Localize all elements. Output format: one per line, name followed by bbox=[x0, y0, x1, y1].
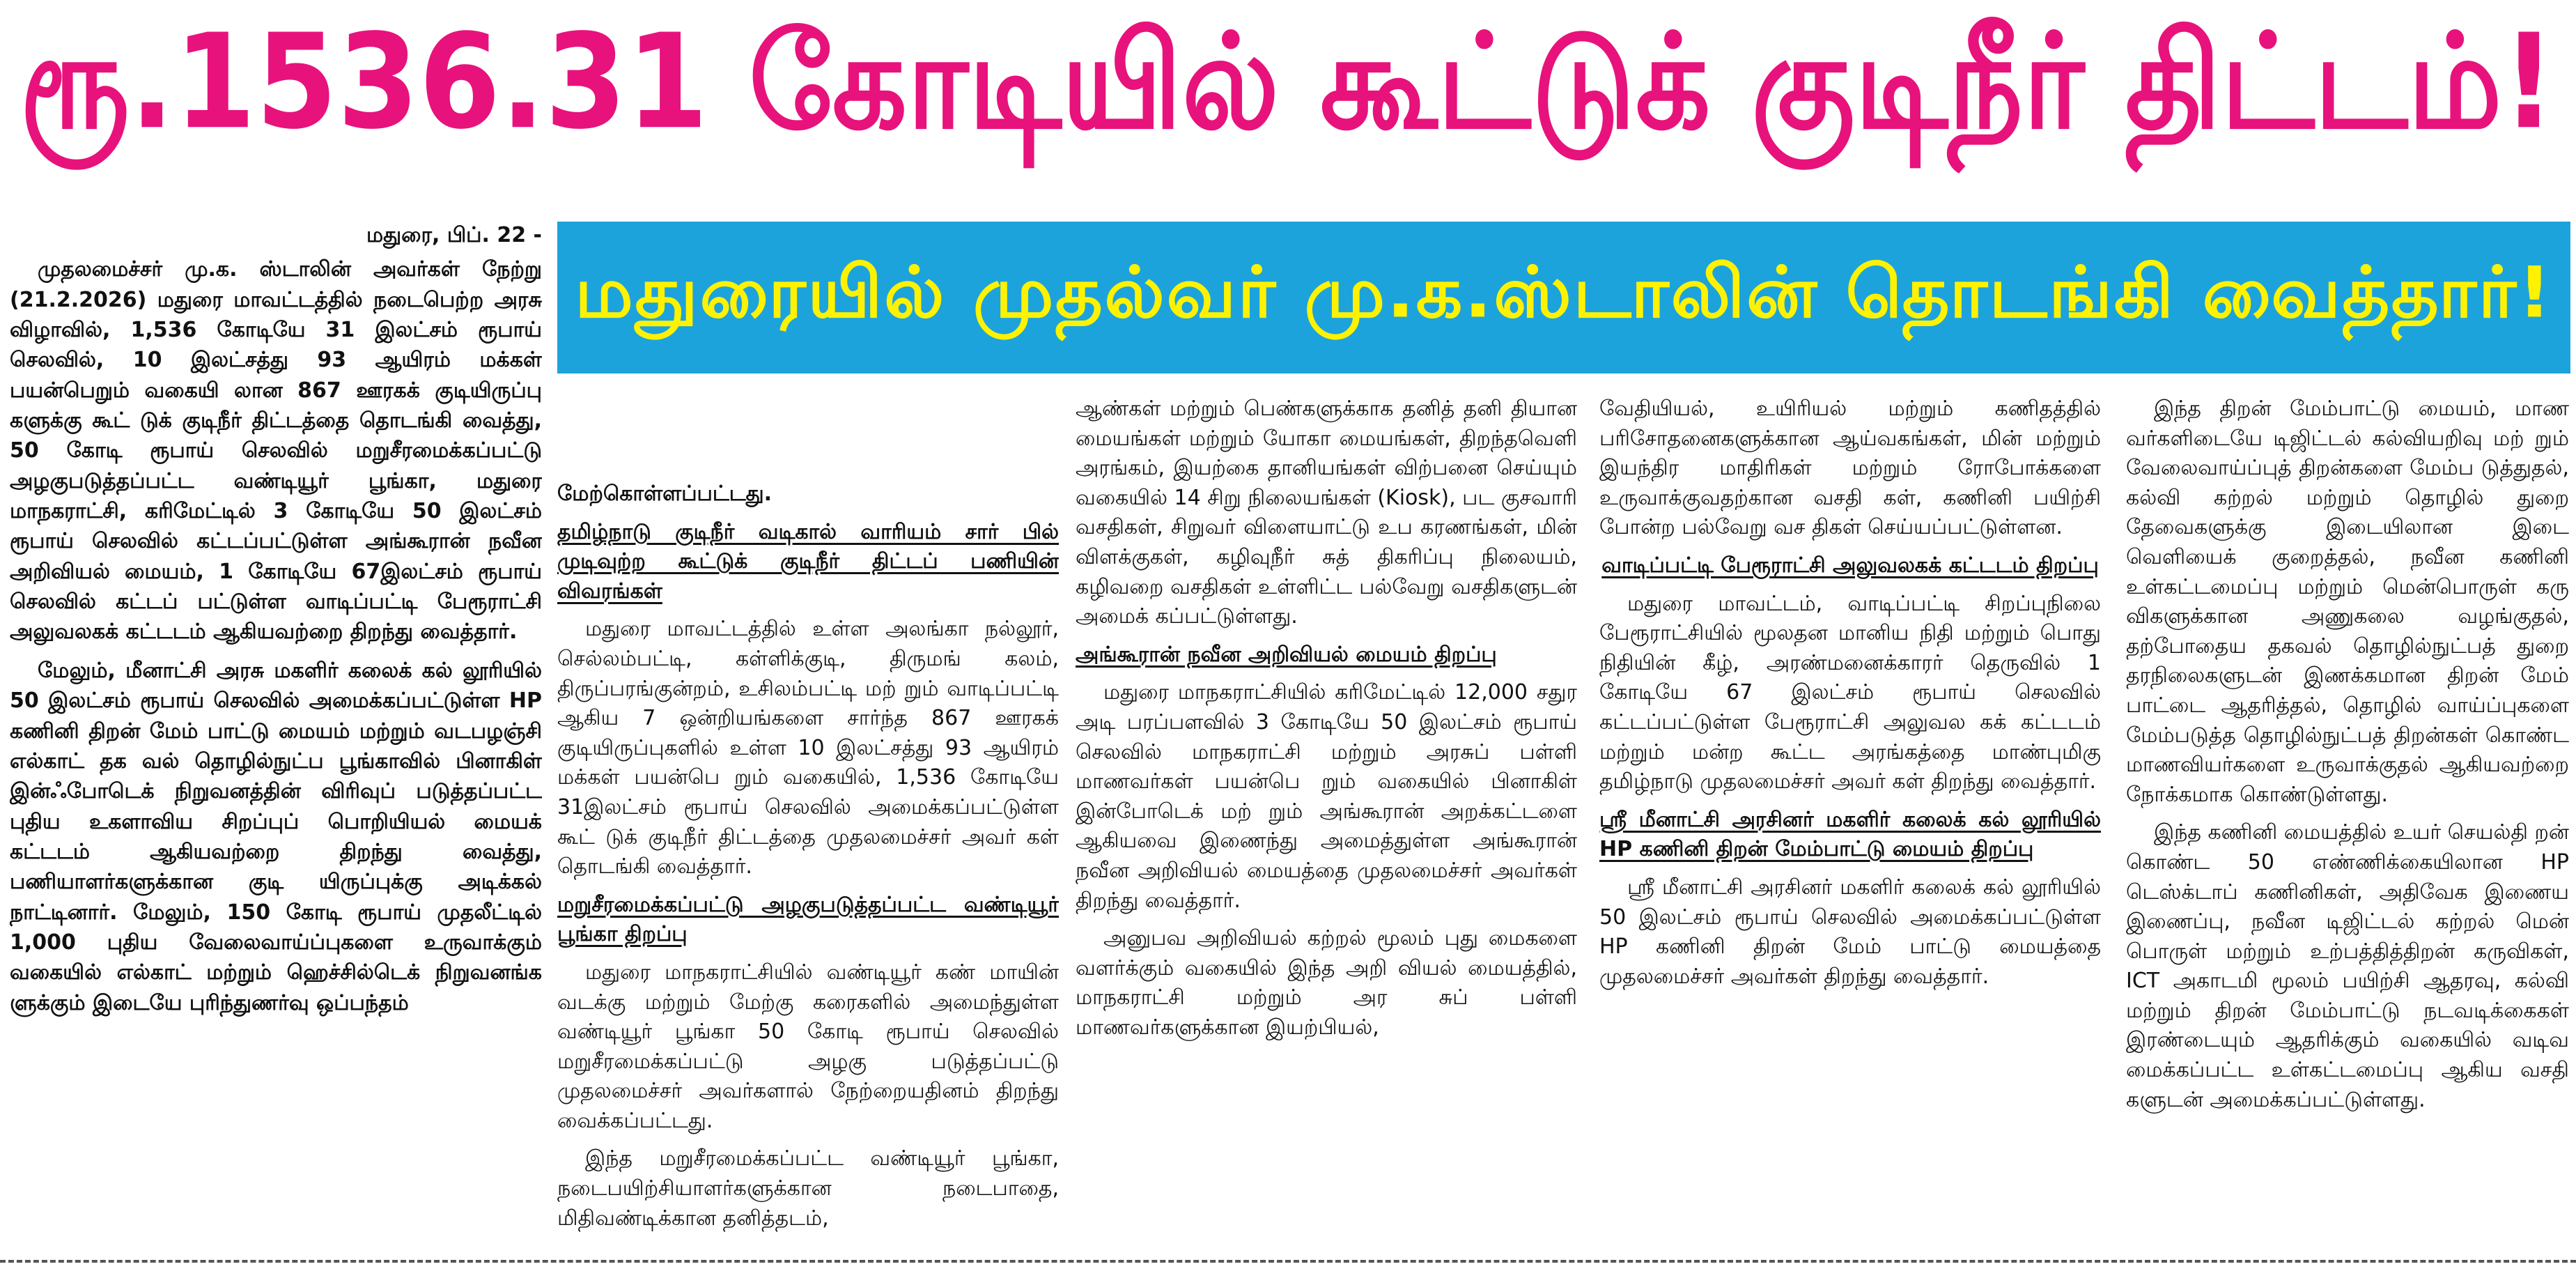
paragraph: மதுரை மாநகராட்சியில் கரிமேட்டில் 12,000 சதுர அடி பரப்பளவில் 3 கோடியே 50 இலட்சம் ரூபாய் செலவில் மாநகராட்சி மற்றும் அரசுப் பள்ளி மாணவர்கள் பயன்பெ றும் வகையில் பினாகிள் இன்போடெக் மற் றும் அங்கூரான் அறக்கட்டளை ஆகியவை இணைந்து அமைத்துள்ள அங்கூரான் நவீன அறிவியல் மையத்தை முதலமைச்சர் அவர்கள் திறந்து வைத்தார். bbox=[1076, 680, 1577, 913]
paragraph: அனுபவ அறிவியல் கற்றல் மூலம் புது மைகளை வளர்க்கும் வகையில் இந்த அறி வியல் மையத்தில், மாநகராட்சி மற்றும் அர சுப் பள்ளி மாணவர்களுக்கான இயற்பியல், bbox=[1076, 926, 1577, 1040]
column-1 bbox=[10, 220, 542, 1026]
section-heading: வாடிப்பட்டி பேரூராட்சி அலுவலகக் கட்டடம் திறப்பு bbox=[1601, 553, 2099, 578]
paragraph: மேற்கொள்ளப்பட்டது. bbox=[557, 482, 773, 506]
paragraph: இந்த கணினி மையத்தில் உயர் செயல்தி றன் கொண்ட 50 எண்ணிக்கையிலான HP டெஸ்க்டாப் கணினிகள், அதிவேக இணைய இணைப்பு, நவீன டிஜிட்டல் கற்றல் மென் பொருள் மற்றும் உற்பத்தித்திறன் கருவிகள், ICT அகாடமி மூலம் பயிற்சி ஆதரவு, கல்வி மற்றும் திறன் மேம்பாட்டு நடவடிக்கைகள் இரண்டையும் ஆதரிக்கும் வகையில் வடிவ மைக்கப்பட்ட உள்கட்டமைப்பு ஆகிய வசதி களுடன் அமைக்கப்பட்டுள்ளது. bbox=[2126, 820, 2569, 1112]
column-2 bbox=[557, 479, 1059, 1242]
column-3 bbox=[1076, 394, 1577, 1051]
paragraph: ஸ்ரீ மீனாட்சி அரசினர் மகளிர் கலைக் கல் லூரியில் 50 இலட்சம் ரூபாய் செலவில் அமைக்கப்பட்டுள்ள HP கணினி திறன் மேம் பாட்டு மையத்தை முதலமைச்சர் அவர்கள் திறந்து வைத்தார். bbox=[1599, 875, 2101, 989]
bottom-divider bbox=[0, 1260, 2576, 1263]
section-heading: மறுசீரமைக்கப்பட்டு அழகுபடுத்தப்பட்ட வண்டியூர் பூங்கா திறப்பு bbox=[557, 892, 1059, 947]
section-heading: ஸ்ரீ மீனாட்சி அரசினர் மகளிர் கலைக் கல் லூரியில் HP கணினி திறன் மேம்பாட்டு மையம் திறப்பு bbox=[1599, 807, 2101, 862]
headline bbox=[0, 0, 2576, 183]
paragraph: வேதியியல், உயிரியல் மற்றும் கணிதத்தில் பரிசோதனைகளுக்கான ஆய்வகங்கள், மின் மற்றும் இயந்திர மாதிரிகள் மற்றும் ரோபோக்களை உருவாக்குவதற்கான வசதி கள், கணினி பயிற்சி போன்ற பல்வேறு வச திகள் செய்யப்பட்டுள்ளன. bbox=[1599, 397, 2101, 540]
paragraph: மதுரை மாவட்டம், வாடிப்பட்டி சிறப்புநிலை பேரூராட்சியில் மூலதன மானிய நிதி மற்றும் பொது நிதியின் கீழ், அரண்மனைக்காரர் தெருவில் 1 கோடியே 67 இலட்சம் ரூபாய் செலவில் கட்டப்பட்டுள்ள பேரூராட்சி அலுவல கக் கட்டடம் மற்றும் மன்ற கூட்ட அரங்கத்தை மாண்புமிகு தமிழ்நாடு முதலமைச்சர் அவர் கள் திறந்து வைத்தார். bbox=[1599, 591, 2101, 794]
paragraph: ஆண்கள் மற்றும் பெண்களுக்காக தனித் தனி தியான மையங்கள் மற்றும் யோகா மையங்கள், திறந்தவெளி அரங்கம், இயற்கை தானியங்கள் விற்பனை செய்யும் வகையில் 14 சிறு நிலையங்கள் (Kiosk), பட குசவாரி வசதிகள், சிறுவர் விளையாட்டு உப கரணங்கள், மின் விளக்குகள், கழிவுநீர் சுத் திகரிப்பு நிலையம், கழிவறை வசதிகள் உள்ளிட்ட பல்வேறு வசதிகளுடன் அமைக் கப்பட்டுள்ளது. bbox=[1076, 397, 1577, 629]
paragraph: இந்த திறன் மேம்பாட்டு மையம், மாண வர்களிடையே டிஜிட்டல் கல்வியறிவு மற் றும் வேலைவாய்ப்புத் திறன்களை மேம்ப டுத்துதல், கல்வி கற்றல் மற்றும் தொழில் துறை தேவைகளுக்கு இடையிலான இடை வெளியைக் குறைத்தல், நவீன கணினி உள்கட்டமைப்பு மற்றும் மென்பொருள் கரு விகளுக்கான அணுகலை வழங்குதல், தற்போதைய தகவல் தொழில்நுட்பத் துறை தரநிலைகளுடன் இணக்கமான திறன் மேம் பாட்டை ஆதரித்தல், தொழில் வாய்ப்புகளை மேம்படுத்த தொழில்நுட்பத் திறன்கள் கொண்ட மாணவியர்களை உருவாக்குதல் ஆகியவற்றை நோக்கமாக கொண்டுள்ளது. bbox=[2126, 397, 2569, 807]
section-heading: அங்கூரான் நவீன அறிவியல் மையம் திறப்பு bbox=[1076, 642, 1497, 667]
paragraph: இந்த மறுசீரமைக்கப்பட்ட வண்டியூர் பூங்கா, நடைபயிற்சியாளர்களுக்கான நடைபாதை, மிதிவண்டிக்கான தனித்தடம், bbox=[557, 1146, 1059, 1231]
column-4 bbox=[1599, 394, 2101, 1000]
subheadline: மதுரையில் முதல்வர் மு.க.ஸ்டாலின் தொடங்கி வைத்தார்! bbox=[575, 252, 2553, 334]
section-heading: தமிழ்நாடு குடிநீர் வடிகால் வாரியம் சார் பில் முடிவுற்ற கூட்டுக் குடிநீர் திட்டப் பணியின் விவரங்கள் bbox=[557, 519, 1059, 603]
paragraph: மேலும், மீனாட்சி அரசு மகளிர் கலைக் கல் லூரியில் 50 இலட்சம் ரூபாய் செலவில் அமைக்கப்பட்டுள்ள HP கணினி திறன் மேம் பாட்டு மையம் மற்றும் வடபழஞ்சி எல்காட் தக வல் தொழில்நுட்ப பூங்காவில் பினாகிள் இன்ஃபோடெக் நிறுவனத்தின் விரிவுப் படுத்தப்பட்ட புதிய உகளாவிய சிறப்புப் பொறியியல் மையக் கட்டடம் ஆகியவற்றை திறந்து வைத்து, பணியாளர்களுக்கான குடி யிருப்புக்கு அடிக்கல் நாட்டினார். மேலும், 150 கோடி ரூபாய் முதலீட்டில் 1,000 புதிய வேலைவாய்ப்புகளை உருவாக்கும் வகையில் எல்காட் மற்றும் ஹெச்சில்டெக் நிறுவனங்க ளுக்கும் இடையே புரிந்துணர்வு ஒப்பந்தம் bbox=[10, 658, 542, 1015]
paragraph: மதுரை மாநகராட்சியில் வண்டியூர் கண் மாயின் வடக்கு மற்றும் மேற்கு கரைகளில் அமைந்துள்ள வண்டியூர் பூங்கா 50 கோடி ரூபாய் செலவில் மறுசீரமைக்கப்பட்டு அழகு படுத்தப்பட்டு முதலமைச்சர் அவர்களால் நேற்றையதினம் திறந்து வைக்கப்பட்டது. bbox=[557, 960, 1059, 1133]
paragraph: முதலமைச்சர் மு.க. ஸ்டாலின் அவர்கள் நேற்று (21.2.2026) மதுரை மாவட்டத்தில் நடைபெற்ற அரசு விழாவில், 1,536 கோடியே 31 இலட்சம் ரூபாய் செலவில், 10 இலட்சத்து 93 ஆயிரம் மக்கள் பயன்பெறும் வகையி லான 867 ஊரகக் குடியிருப்பு களுக்கு கூட் டுக் குடிநீர் திட்டத்தை தொடங்கி வைத்து, 50 கோடி ரூபாய் செலவில் மறுசீரமைக்கப்பட்டு அழகுபடுத்தப்பட்ட வண்டியூர் பூங்கா, மதுரை மாநகராட்சி, கரிமேட்டில் 3 கோடியே 50 இலட்சம் ரூபாய் செலவில் கட்டப்பட்டுள்ள அங்கூரான் நவீன அறிவியல் மையம், 1 கோடியே 67இலட்சம் ரூபாய் செலவில் கட்டப் பட்டுள்ள வாடிப்பட்டி பேரூராட்சி அலுவலகக் கட்டடம் ஆகியவற்றை திறந்து வைத்தார். bbox=[10, 257, 542, 645]
headline-text: ரூ.1536.31 கோடியில் கூட்டுக் குடிநீர் திட்டம்! bbox=[20, 6, 2556, 159]
paragraph: மதுரை மாவட்டத்தில் உள்ள அலங்கா நல்லூர், செல்லம்பட்டி, கள்ளிக்குடி, திருமங் கலம், திருப்பரங்குன்றம், உசிலம்பட்டி மற் றும் வாடிப்பட்டி ஆகிய 7 ஒன்றியங்களை சார்ந்த 867 ஊரகக் குடியிருப்புகளில் உள்ள 10 இலட்சத்து 93 ஆயிரம் மக்கள் பயன்பெ றும் வகையில், 1,536 கோடியே 31இலட்சம் ரூபாய் செலவில் அமைக்கப்பட்டுள்ள கூட் டுக் குடிநீர் திட்டத்தை முதலமைச்சர் அவர் கள் தொடங்கி வைத்தார். bbox=[557, 617, 1059, 879]
column-5 bbox=[2126, 394, 2569, 1123]
dateline: மதுரை, பிப். 22 - bbox=[366, 223, 542, 247]
subheadline-box bbox=[557, 222, 2570, 374]
